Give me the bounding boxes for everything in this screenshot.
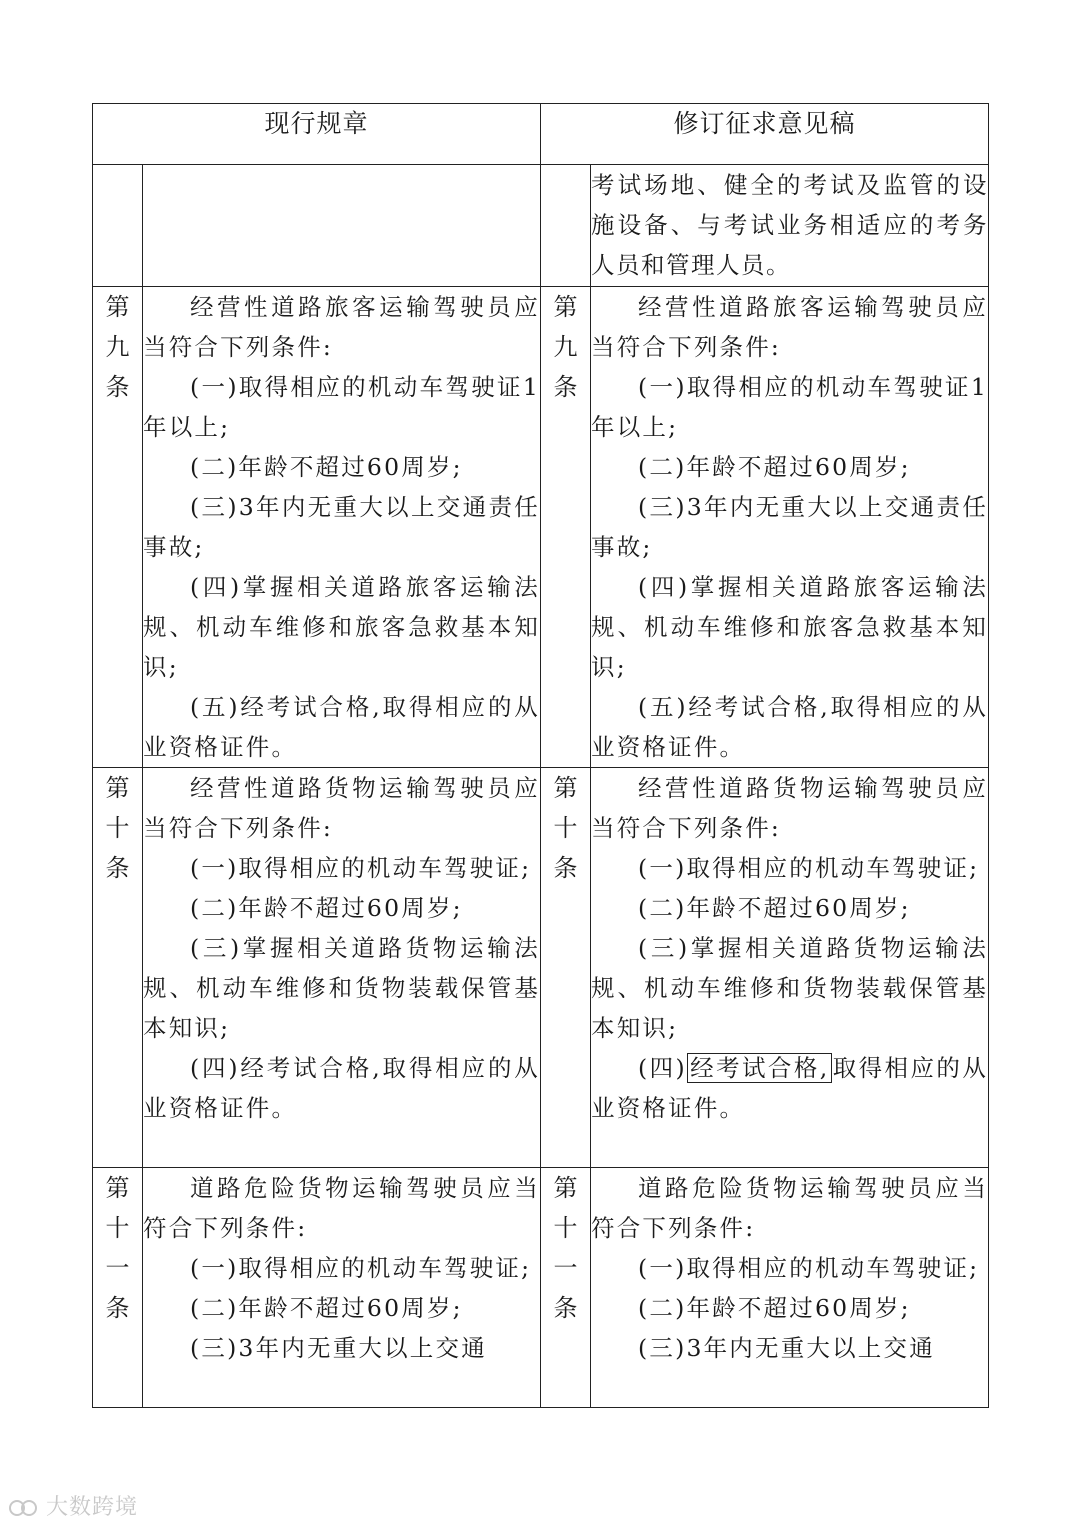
article-label-left: 第九条 [93, 287, 143, 768]
article-label-left: 第十条 [93, 768, 143, 1168]
watermark-logo-icon [8, 1497, 38, 1519]
article-row-10 [93, 768, 989, 1168]
continuation-left-body [143, 165, 541, 287]
article-body-right: 道路危险货物运输驾驶员应当符合下列条件: (一)取得相应的机动车驾驶证; (二)年龄不超过60周岁; (三)3年内无重大以上交通 [591, 1168, 989, 1408]
header-revision-draft: 修订征求意见稿 [541, 104, 989, 165]
article-label-left: 第十一条 [93, 1168, 143, 1408]
article-body-left: 经营性道路旅客运输驾驶员应当符合下列条件: (一)取得相应的机动车驾驶证1年以上; (二)年龄不超过60周岁; (三)3年内无重大以上交通责任事故; (四)掌握相关道路旅客运输法规、机动车维修和旅客急救基本知识; (五)经考试合格,取得相应的从业资格证件。 [143, 287, 541, 768]
continuation-text: 考试场地、健全的考试及监管的设施设备、与考试业务相适应的考务人员和管理人员。 [591, 171, 989, 279]
article-body-left: 道路危险货物运输驾驶员应当符合下列条件: (一)取得相应的机动车驾驶证; (二)年龄不超过60周岁; (三)3年内无重大以上交通 [143, 1168, 541, 1408]
header-row [93, 104, 989, 165]
article-label-right: 第十条 [541, 768, 591, 1168]
article-body-right: 经营性道路旅客运输驾驶员应当符合下列条件: (一)取得相应的机动车驾驶证1年以上; (二)年龄不超过60周岁; (三)3年内无重大以上交通责任事故; (四)掌握相关道路旅客运输法规、机动车维修和旅客急救基本知识; (五)经考试合格,取得相应的从业资格证件。 [591, 287, 989, 768]
header-current-rules: 现行规章 [93, 104, 541, 165]
article-row-11 [93, 1168, 989, 1408]
article-label-right: 第九条 [541, 287, 591, 768]
article-body-left: 经营性道路货物运输驾驶员应当符合下列条件: (一)取得相应的机动车驾驶证; (二)年龄不超过60周岁; (三)掌握相关道路货物运输法规、机动车维修和货物装载保管基本知识; (四)经考试合格,取得相应的从业资格证件。 [143, 768, 541, 1168]
continuation-row [93, 165, 989, 287]
comparison-table [92, 103, 989, 1408]
amended-clause: (四) 经考试合格, 取得相应的从业资格证件。 [591, 1054, 989, 1122]
article-body-right: 经营性道路货物运输驾驶员应当符合下列条件: (一)取得相应的机动车驾驶证; (二)年龄不超过60周岁; (三)掌握相关道路货物运输法规、机动车维修和货物装载保管基本知识; (四) 经考试合格, 取得相应的从业资格证件。 [591, 768, 989, 1168]
amendment-highlight-box: 经考试合格, [687, 1053, 833, 1083]
watermark-text: 大数跨境 [46, 1495, 139, 1520]
watermark [8, 1490, 138, 1521]
article-label-right: 第十一条 [541, 1168, 591, 1408]
continuation-left-label [93, 165, 143, 287]
article-row-9 [93, 287, 989, 768]
continuation-right-body [591, 165, 989, 287]
continuation-right-label [541, 165, 591, 287]
